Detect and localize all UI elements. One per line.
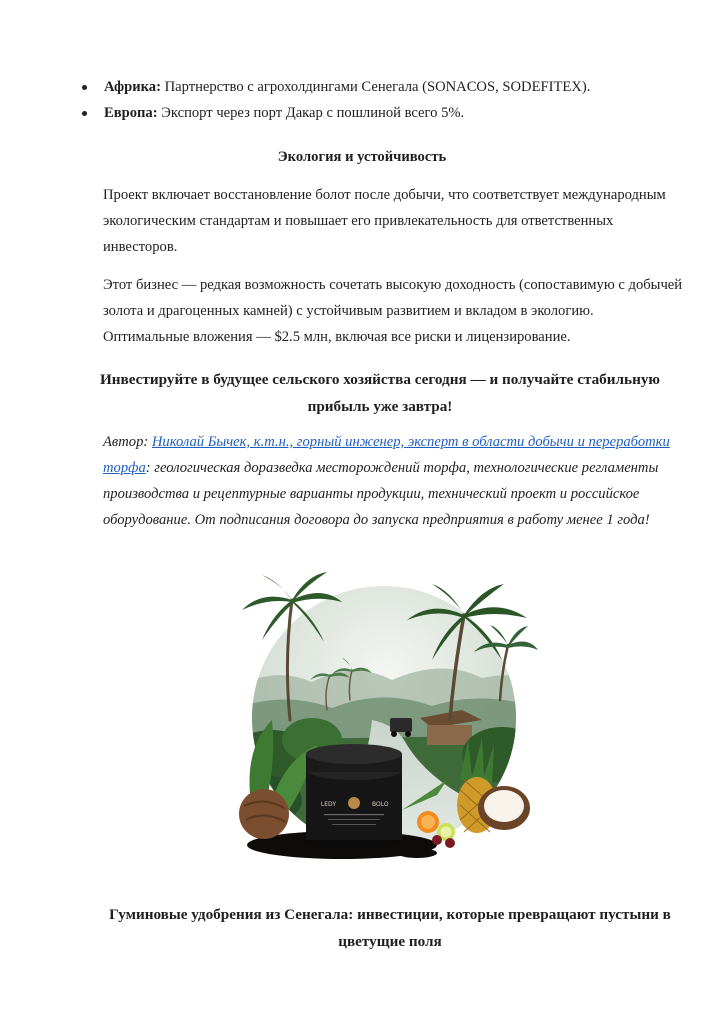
bullet-dot bbox=[82, 111, 87, 116]
cta-heading: Инвестируйте в будущее сельского хозяйства сегодня — и получайте стабильную прибыль уже завтра! bbox=[99, 371, 661, 415]
bullet-text: Партнерство с агрохолдингами Сенегала (SONACOS, SODEFITEX). bbox=[160, 79, 591, 95]
author-description: : геологическая доразведка месторождений торфа, технологические регламенты производства и рецептурные варианты продукции, технический проект и российское оборудование. От подписания договора до запуска предприятия в работу менее 1 года! bbox=[103, 460, 659, 528]
coconut-half bbox=[478, 786, 530, 830]
jar-logo-icon bbox=[348, 797, 360, 809]
bullet-text: Экспорт через порт Дакар с пошлиной всего 5%. bbox=[157, 105, 465, 121]
author-link[interactable]: Николай Бычек, к.т.н., горный инженер, эксперт в области добычи и переработки торфа bbox=[103, 434, 670, 476]
footer-heading: Гуминовые удобрения из Сенегала: инвестиции, которые превращают пустыни в цветущие поля bbox=[109, 906, 671, 950]
jar-brand-left: LEDY bbox=[320, 801, 336, 808]
bullet-dot bbox=[82, 85, 87, 90]
author-paragraph bbox=[103, 429, 673, 533]
ecology-paragraph-2: Этот бизнес — редкая возможность сочетать высокую доходность (сопоставимую с добычей золота и драгоценных камней) с устойчивым развитием и вкладом в экологию. Оптимальные вложения — $2.5 млн, включая все риски и лицензирование. bbox=[103, 277, 683, 345]
author-prefix: Автор: bbox=[103, 434, 152, 450]
export-bullet-list bbox=[80, 74, 680, 126]
product-jar bbox=[306, 744, 402, 849]
bullet-label: Европа: bbox=[104, 105, 158, 121]
bullet-label: Африка: bbox=[104, 79, 161, 95]
jar-brand-right: BOLO bbox=[372, 801, 389, 808]
bullet-europe bbox=[80, 100, 680, 126]
ecology-paragraph-1: Проект включает восстановление болот после добычи, что соответствует международным экологическим стандартам и повышает его привлекательность для ответственных инвесторов. bbox=[103, 187, 666, 255]
product-illustration bbox=[232, 570, 540, 870]
coconut-whole bbox=[239, 789, 289, 839]
bullet-africa bbox=[80, 74, 680, 100]
ecology-heading: Экология и устойчивость bbox=[277, 149, 447, 165]
